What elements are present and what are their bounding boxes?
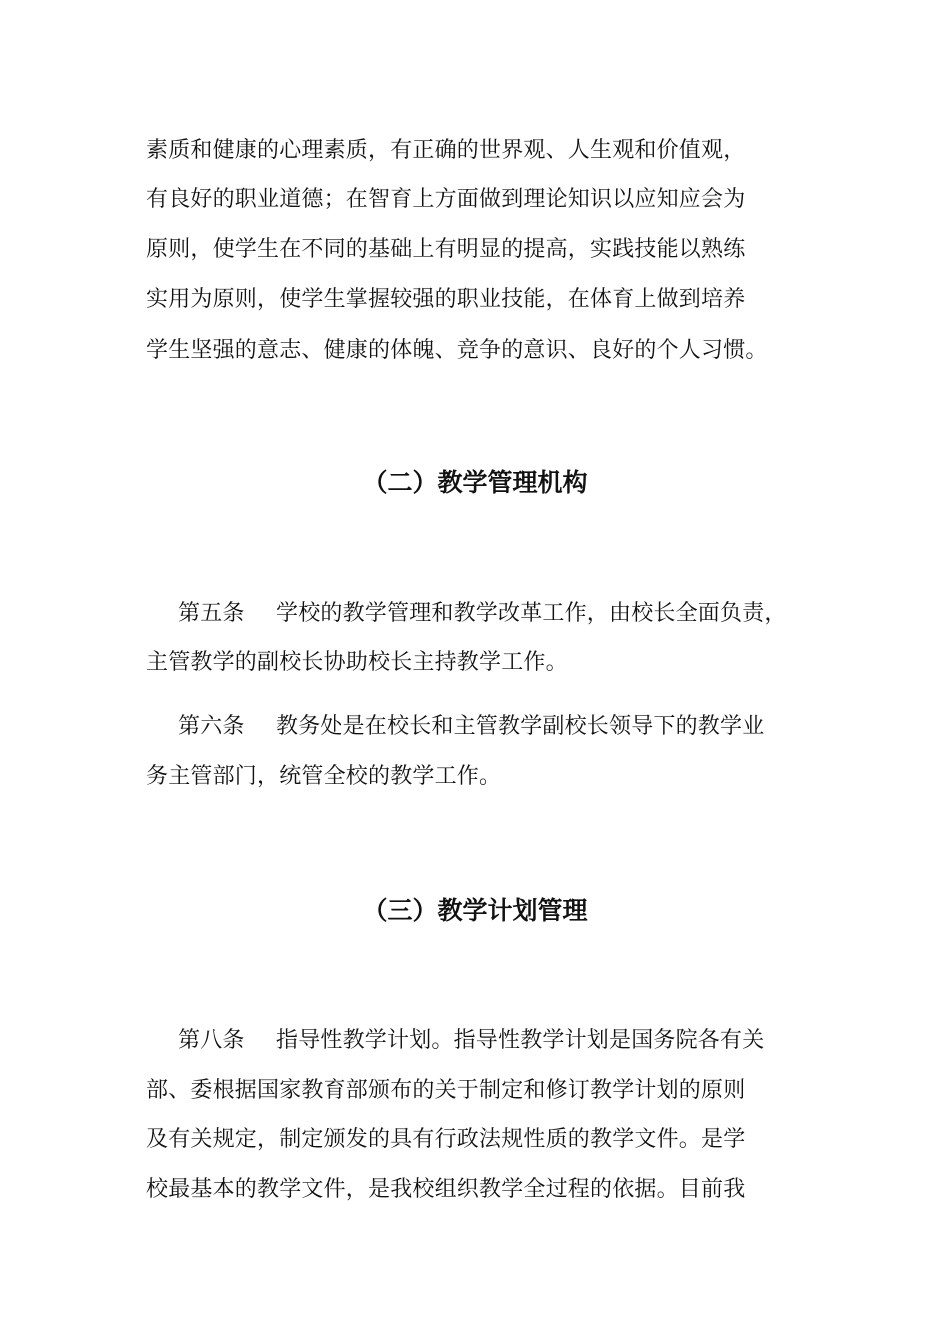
article-8-line-3: 及有关规定，制定颁发的具有行政法规性质的教学文件。是学: [146, 1127, 746, 1152]
intro-line-5: 学生坚强的意志、健康的体魄、竞争的意识、良好的个人习惯。: [146, 338, 768, 363]
article-6-first-line: [178, 710, 858, 744]
article-8-line-4: 校最基本的教学文件，是我校组织教学全过程的依据。目前我: [146, 1177, 746, 1202]
article-8-text: 指导性教学计划。指导性教学计划是国务院各有关: [276, 1028, 765, 1053]
section-heading-2: （二）教学管理机构: [362, 468, 588, 497]
article-8-line-2: 部、委根据国家教育部颁布的关于制定和修订教学计划的原则: [146, 1078, 746, 1103]
article-5-label: 第五条: [178, 601, 245, 626]
section-heading-3: （三）教学计划管理: [362, 896, 588, 925]
article-5-first-line: [178, 597, 858, 631]
intro-line-4: 实用为原则，使学生掌握较强的职业技能，在体育上做到培养: [146, 287, 746, 312]
article-6-label: 第六条: [178, 714, 245, 739]
intro-line-3: 原则，使学生在不同的基础上有明显的提高，实践技能以熟练: [146, 237, 746, 262]
article-6-text: 教务处是在校长和主管教学副校长领导下的教学业: [276, 714, 765, 739]
intro-line-1: 素质和健康的心理素质，有正确的世界观、人生观和价值观，: [146, 138, 746, 163]
article-8-label: 第八条: [178, 1028, 245, 1053]
article-5-line-2: 主管教学的副校长协助校长主持教学工作。: [146, 650, 568, 675]
article-5-text: 学校的教学管理和教学改革工作，由校长全面负责，: [276, 601, 787, 626]
article-8-first-line: [178, 1024, 858, 1058]
intro-line-2: 有良好的职业道德；在智育上方面做到理论知识以应知应会为: [146, 187, 746, 212]
article-6-line-2: 务主管部门，统管全校的教学工作。: [146, 764, 502, 789]
